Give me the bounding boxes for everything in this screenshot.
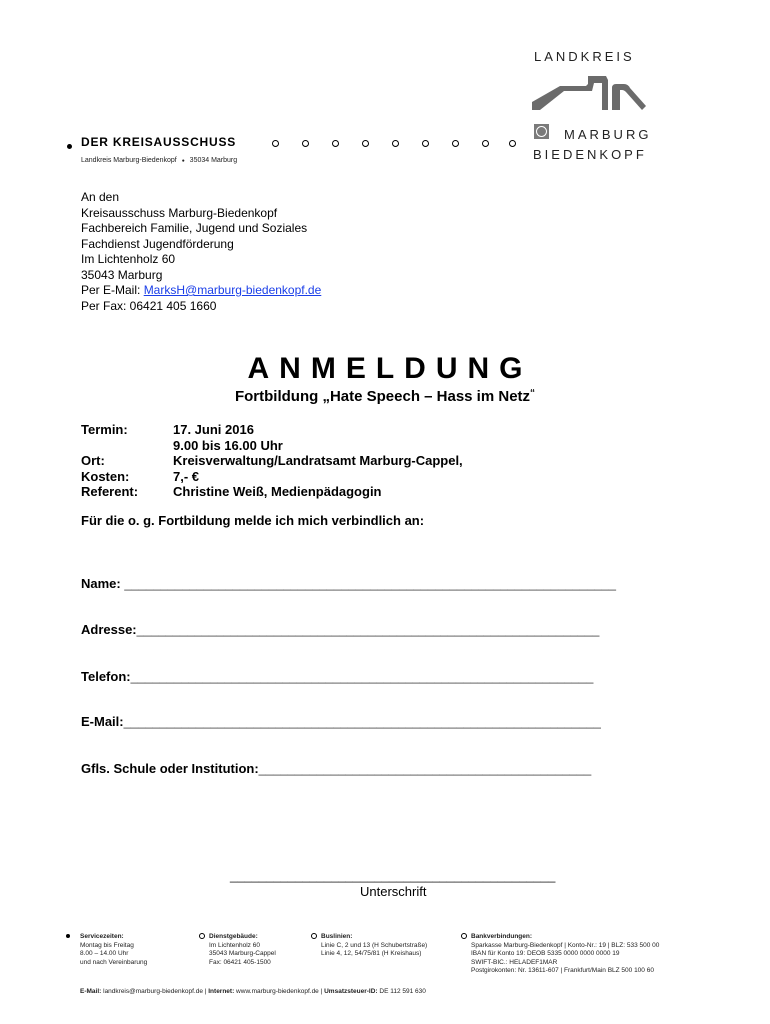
footer-circle-icon (461, 933, 467, 939)
deco-circle-icon (452, 140, 459, 147)
schule-label: Gfls. Schule oder Institution: (81, 761, 259, 776)
email-field-label: E-Mail: (81, 714, 124, 729)
telefon-label: Telefon: (81, 669, 131, 684)
logo-marburg-text: MARBURG (564, 127, 652, 142)
email-link[interactable]: MarksH@marburg-biedenkopf.de (143, 283, 322, 297)
document-title: ANMELDUNG (247, 352, 533, 385)
name-label: Name: (81, 576, 125, 591)
footer-bottom-line (80, 988, 426, 997)
ort-label: Ort: (81, 453, 105, 468)
registration-statement: Für die o. g. Fortbildung melde ich mich verbindlich an: (81, 513, 425, 528)
bank-title: Bankverbindungen: (471, 933, 533, 940)
schule-line[interactable]: ______________________________________________ (258, 761, 592, 776)
bottom-internet-label: Internet: (208, 988, 235, 995)
recipient-line: 35043 Marburg (81, 267, 163, 282)
recipient-address (81, 190, 321, 314)
building-title: Dienstgebäude: (209, 933, 258, 940)
sender-city: 35034 Marburg (189, 157, 238, 164)
deco-circle-icon (332, 140, 339, 147)
signature-label: Unterschrift (360, 884, 427, 899)
logo-square-icon (534, 124, 549, 139)
email-line[interactable]: __________________________________________________________________ (123, 714, 601, 729)
subtitle-main: Fortbildung „Hate Speech – Hass im Netz (234, 388, 531, 405)
bottom-internet: www.marburg-biedenkopf.de | (234, 988, 325, 995)
email-field[interactable] (81, 714, 601, 729)
building-line: Fax: 06421 405-1500 (209, 958, 271, 966)
footer-service (80, 933, 147, 967)
telefon-line[interactable]: ________________________________________________________________ (130, 669, 594, 684)
footer-bus (321, 933, 427, 959)
bus-line: Linie C, 2 und 13 (H Schubertstraße) (321, 941, 428, 949)
footer-circle-icon (311, 933, 317, 939)
bank-line: Sparkasse Marburg-Biedenkopf | Konto-Nr.: 19 | BLZ: 533 500 00 (471, 941, 660, 949)
deco-circle-icon (272, 140, 279, 147)
bus-title: Buslinien: (321, 933, 353, 940)
name-line[interactable]: ____________________________________________________________________ (124, 576, 616, 591)
bottom-email-label: E-Mail: (80, 988, 102, 995)
recipient-email-line (81, 283, 321, 299)
sender-line (81, 157, 237, 164)
bank-line: Postgirokonten: Nr. 13611-607 | Frankfurt/Main BLZ 500 100 60 (471, 967, 654, 974)
service-line: Montag bis Freitag (80, 941, 134, 949)
deco-circle-icon (362, 140, 369, 147)
event-details (0, 422, 770, 502)
kosten-value: 7,- € (173, 468, 200, 484)
name-field[interactable] (81, 576, 616, 591)
recipient-line: Fachdienst Jugendförderung (81, 236, 234, 251)
service-title: Servicezeiten: (80, 933, 124, 940)
logo-landkreis-text: LANDKREIS (534, 49, 635, 64)
footer-bank (471, 933, 659, 976)
footer-building (209, 933, 276, 967)
logo-mountain-icon (530, 70, 650, 112)
header-bullet-icon (67, 144, 72, 149)
deco-circle-icon (392, 140, 399, 147)
service-line: und nach Vereinbarung (80, 958, 148, 966)
adresse-label: Adresse: (81, 622, 137, 637)
referent-value: Christine Weiß, Medienpädagogin (173, 484, 382, 499)
deco-circle-icon (482, 140, 489, 147)
recipient-line: An den (81, 190, 120, 204)
recipient-fax: Per Fax: 06421 405 1660 (81, 298, 217, 313)
adresse-line[interactable]: ________________________________________________________________ (136, 622, 600, 637)
ort-value: Kreisverwaltung/Landratsamt Marburg-Cappel, (173, 453, 463, 468)
footer-bullet-icon (66, 934, 70, 938)
telefon-field[interactable] (81, 669, 593, 684)
email-label: Per E-Mail: (81, 283, 144, 297)
deco-circle-icon (509, 140, 516, 147)
time-value: 9.00 bis 16.00 Uhr (173, 437, 283, 453)
bank-line: IBAN für Konto 19: DEOB 5335 0000 0000 0000 19 (471, 950, 620, 957)
footer-circle-icon (199, 933, 205, 939)
adresse-field[interactable] (81, 622, 599, 637)
subtitle-end: “ (530, 388, 536, 399)
building-line: 35043 Marburg-Cappel (209, 950, 276, 957)
header-org-name: DER KREISAUSSCHUSS (81, 135, 237, 149)
kosten-label: Kosten: (81, 468, 130, 484)
recipient-line: Im Lichtenholz 60 (81, 252, 176, 266)
sender-name: Landkreis Marburg-Biedenkopf (81, 157, 177, 164)
signature-line[interactable]: _____________________________________________ (230, 868, 556, 883)
schule-field[interactable] (81, 761, 591, 776)
bottom-tax: DE 112 591 630 (377, 988, 426, 995)
deco-circle-icon (422, 140, 429, 147)
recipient-line: Fachbereich Familie, Jugend und Soziales (81, 221, 308, 235)
referent-label: Referent: (81, 484, 139, 499)
bus-line: Linie 4, 12, 54/75/81 (H Kreishaus) (321, 950, 422, 957)
deco-circle-icon (302, 140, 309, 147)
document-subtitle (0, 388, 770, 405)
service-line: 8.00 – 14.00 Uhr (80, 950, 129, 957)
bank-line: SWIFT-BIC.: HELADEF1MAR (471, 958, 558, 966)
recipient-line: Kreisausschuss Marburg-Biedenkopf (81, 205, 278, 220)
sender-separator: ● (181, 158, 185, 164)
termin-value: 17. Juni 2016 (173, 422, 254, 437)
termin-label: Termin: (81, 422, 128, 437)
building-line: Im Lichtenholz 60 (209, 941, 260, 949)
logo-biedenkopf-text: BIEDENKOPF (533, 147, 647, 162)
bottom-email: landkreis@marburg-biedenkopf.de | (101, 988, 209, 995)
bottom-tax-label: Umsatzsteuer-ID: (324, 988, 378, 995)
